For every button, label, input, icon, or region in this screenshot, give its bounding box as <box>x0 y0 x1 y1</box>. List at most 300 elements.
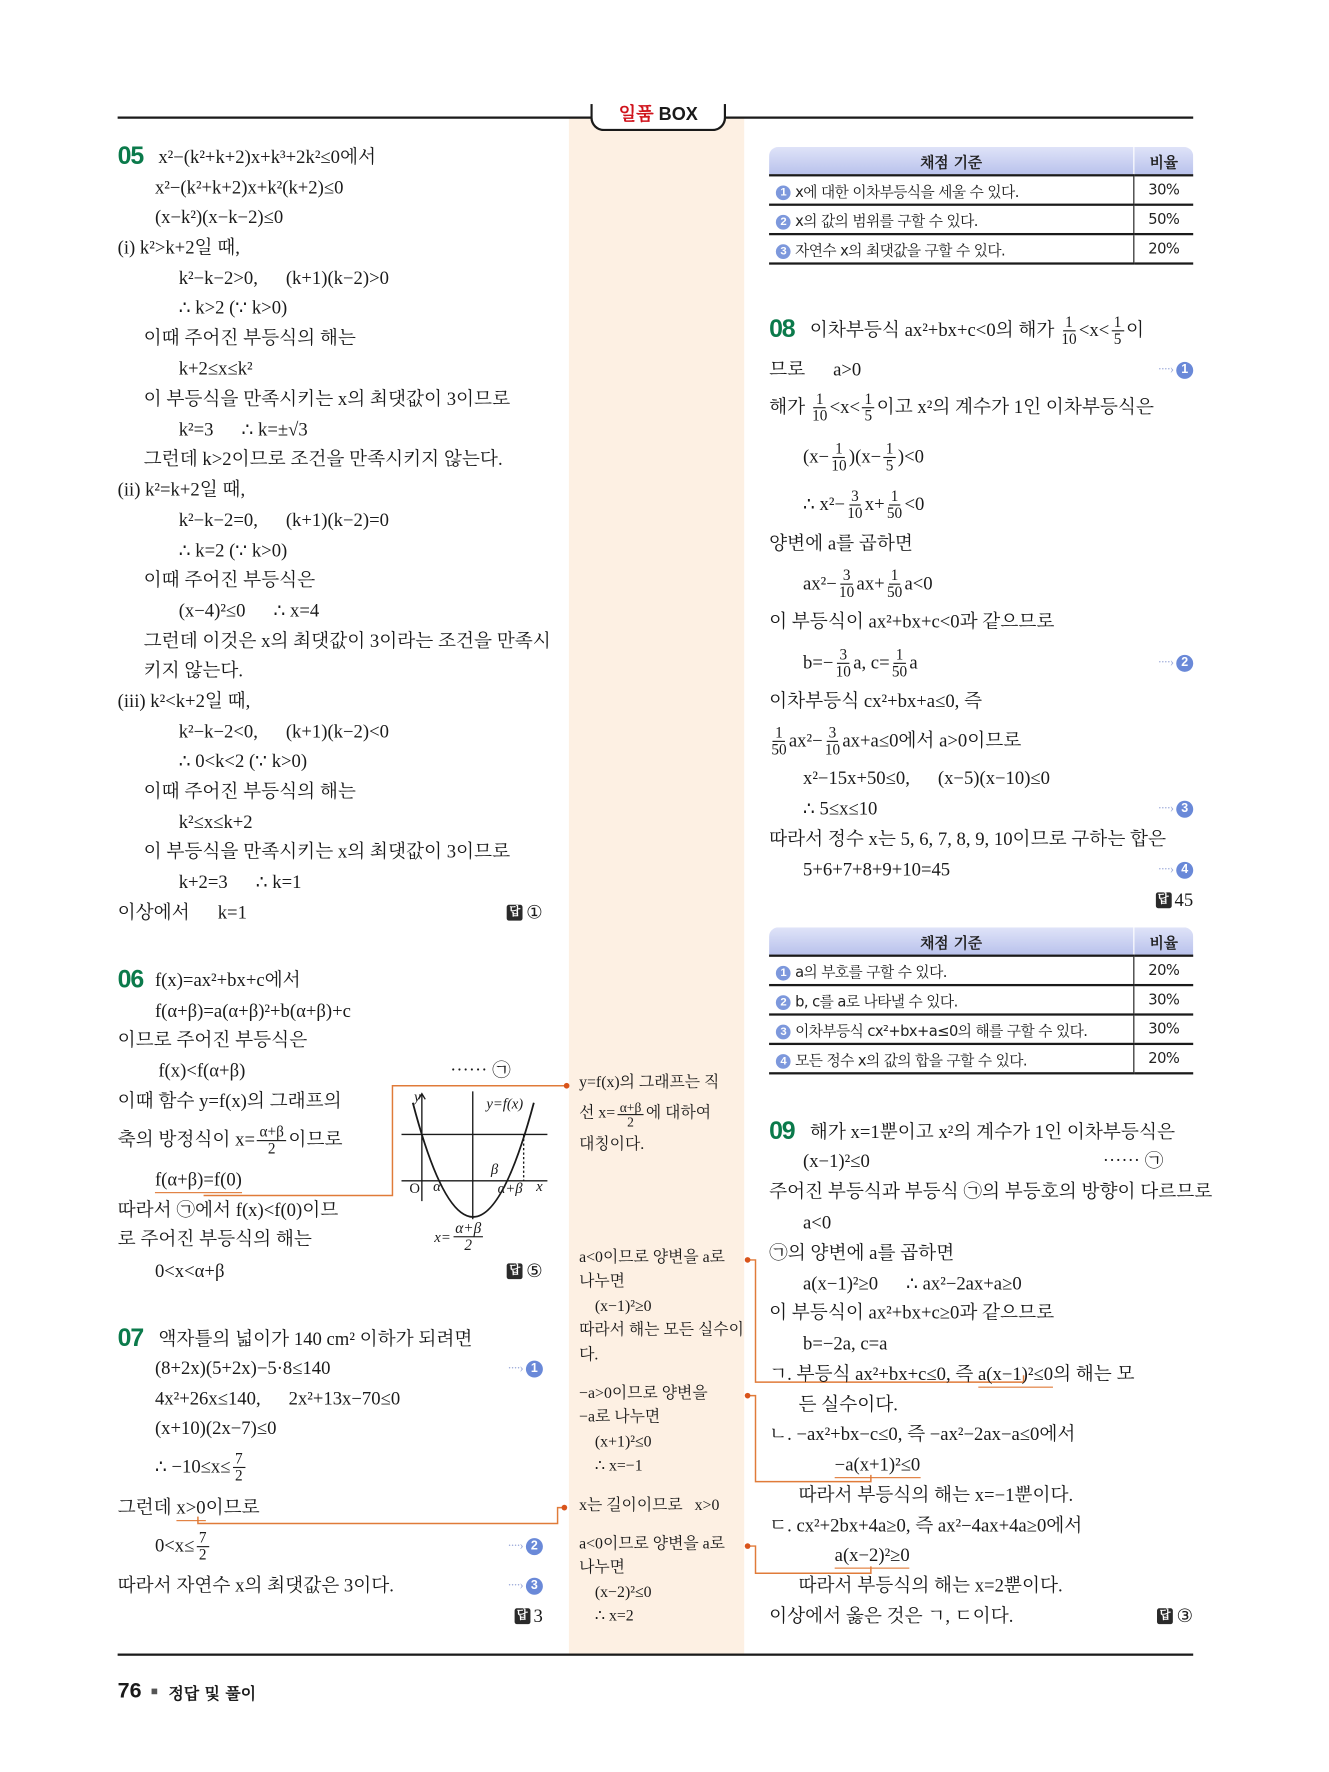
solution-line <box>179 538 288 563</box>
denominator: 5 <box>1113 329 1122 347</box>
table-header-criteria: 채점 기준 <box>769 147 1134 175</box>
solution-line <box>118 1089 342 1114</box>
text-segment: 따라서 ㉠에서 f(x)<f(0)이므 <box>117 1198 339 1221</box>
text-segment: 양변에 a를 곱하면 <box>769 532 913 555</box>
denominator: 2 <box>627 1113 634 1130</box>
step-marker <box>507 1356 542 1381</box>
text-segment: 의 해는 모 <box>1053 1362 1135 1385</box>
solution-line <box>769 1604 1013 1629</box>
box-label-red: 일품 <box>618 105 654 125</box>
solution-line <box>118 1495 260 1520</box>
connector-dot <box>562 1505 568 1511</box>
text-segment: 따라서 정수 x는 5, 6, 7, 8, 9, 10이므로 구하는 합은 <box>769 827 1167 850</box>
ilpum-box-tab <box>590 104 726 131</box>
problem-number-08: 08 <box>769 314 795 343</box>
text-segment: (iii) k²<k+2일 때, <box>117 689 251 712</box>
text-segment: )(x− <box>848 445 882 468</box>
box-label: BOX <box>658 105 698 125</box>
solution-line <box>118 900 247 925</box>
step-marker <box>507 1573 542 1598</box>
text-segment: f(x)<f(α+β) <box>158 1059 246 1082</box>
fraction <box>839 567 854 600</box>
answer-value: 3 <box>533 1604 543 1627</box>
numerator: 1 <box>889 567 901 584</box>
ratio: 30% <box>1134 1015 1193 1044</box>
side-note-line <box>579 1319 744 1344</box>
solution-line <box>144 447 503 472</box>
text-segment: 이 <box>1125 318 1144 341</box>
side-note-line <box>595 1581 652 1606</box>
text-segment: 이고 x²의 계수가 1인 이차부등식은 <box>876 395 1154 418</box>
text-segment: <x< <box>829 395 861 418</box>
step-marker <box>507 1534 542 1559</box>
graph-label-x: x <box>536 1177 543 1195</box>
denominator: 10 <box>831 456 847 474</box>
solution-line <box>769 357 861 382</box>
side-note-line <box>579 1406 660 1431</box>
text-segment: (x−1)²≤0 <box>803 1150 870 1172</box>
fraction <box>812 391 827 424</box>
solution-line <box>144 658 243 683</box>
graph-label-axis <box>434 1220 485 1253</box>
text-segment: 이 부등식을 만족시키는 x의 최댓값이 3이므로 <box>143 840 511 862</box>
denominator: 2 <box>267 1139 276 1157</box>
underlined-expression: −a(x+1)²≤0 <box>835 1452 921 1478</box>
graph-label-alpha-beta: α+β <box>497 1179 523 1197</box>
solution-line <box>158 145 376 170</box>
text-segment: 에 대하여 <box>645 1104 712 1122</box>
text-segment: k²−k−2<0, (k+1)(k−2)<0 <box>178 720 389 742</box>
solution-line <box>118 1227 312 1252</box>
bullet-icon <box>152 1689 158 1695</box>
underlined-expression: x>0 <box>176 1495 205 1521</box>
underlined-expression: a(x−2)²≥0 <box>835 1542 910 1568</box>
fraction <box>233 1451 245 1484</box>
ratio: 30% <box>1134 175 1193 204</box>
bottom-rule <box>118 1654 1194 1656</box>
table-row <box>769 985 1193 1014</box>
text-segment: (ii) k²=k+2일 때, <box>117 478 246 500</box>
text-segment: 해가 x=1뿐이고 x²의 계수가 1인 이차부등식은 <box>809 1120 1176 1143</box>
problem-number-09: 09 <box>769 1116 795 1145</box>
text-segment: 따라서 해는 모든 실수이 <box>579 1322 744 1340</box>
side-note-line <box>579 1382 708 1407</box>
text-segment: <0 <box>904 493 925 515</box>
text-segment: 따라서 자연수 x의 최댓값은 3이다. <box>117 1574 394 1596</box>
text-segment: y=f(x)의 그래프는 직 <box>579 1074 720 1092</box>
solution-line <box>118 235 240 260</box>
step-badge-icon: 1 <box>1176 361 1193 378</box>
fraction <box>892 646 907 679</box>
text-segment: 이상에서 k=1 <box>117 901 247 923</box>
solution-line <box>769 389 1154 424</box>
solution-line <box>769 723 1022 758</box>
solution-line <box>144 779 356 804</box>
side-note-line <box>579 1533 725 1558</box>
text-segment: )<0 <box>897 445 924 468</box>
solution-line <box>803 1271 1022 1296</box>
step-badge-icon: 3 <box>526 1577 543 1594</box>
numerator: α+β <box>257 1124 286 1141</box>
text-segment: 이차부등식 ax²+bx+c<0의 해가 <box>809 318 1060 341</box>
text-segment: 나누면 <box>579 1273 625 1291</box>
dotted-arrow-icon: ····› <box>507 1361 523 1376</box>
text-segment: ∴ k>2 (∵ k>0) <box>178 296 288 318</box>
solution-line <box>155 1416 276 1441</box>
text-segment: −a로 나누면 <box>579 1409 661 1427</box>
connector-dot <box>745 1257 751 1263</box>
text-segment: 5+6+7+8+9+10=45 <box>803 858 951 880</box>
step-badge-icon: 3 <box>776 244 791 259</box>
solution-line <box>179 295 288 320</box>
step-marker <box>1158 650 1193 675</box>
numerator: 7 <box>197 1530 209 1547</box>
solution-line <box>155 175 343 200</box>
text-segment: 든 실수이다. <box>798 1393 898 1415</box>
ratio: 20% <box>1134 234 1193 263</box>
underlined-expression: a(x−1)²≤0 <box>978 1361 1053 1387</box>
numerator: 3 <box>841 567 853 584</box>
fraction <box>257 1124 286 1157</box>
text-segment: (x−1)²≥0 <box>594 1298 652 1316</box>
grading-table-07 <box>769 147 1193 265</box>
dotted-arrow-icon: ····› <box>507 1578 523 1593</box>
denominator: 10 <box>812 406 828 424</box>
solution-line <box>798 1483 1073 1508</box>
solution-line <box>155 968 301 993</box>
table-row <box>769 234 1193 263</box>
step-badge-icon: 2 <box>776 214 791 229</box>
dotted-arrow-icon: ····› <box>1157 363 1173 377</box>
side-note-line <box>579 1246 725 1271</box>
solution-line <box>803 1331 887 1356</box>
side-note-line <box>595 1454 643 1479</box>
solution-line <box>769 1513 1082 1538</box>
text-segment: 액자틀의 넓이가 140 cm² 이하가 되려면 <box>158 1327 473 1350</box>
solution-line <box>810 1120 1175 1145</box>
solution-line <box>118 477 245 502</box>
text-segment: (x− <box>803 445 830 468</box>
numerator: 1 <box>1112 314 1124 331</box>
denominator: 2 <box>198 1545 207 1563</box>
side-note-line <box>579 1098 712 1130</box>
ratio: 50% <box>1134 205 1193 234</box>
text-segment: a <box>909 651 918 673</box>
problem-number-07: 07 <box>117 1323 144 1352</box>
ratio: 20% <box>1134 956 1193 985</box>
side-note-line <box>595 1295 652 1320</box>
answer-icon: 답 <box>507 1263 523 1279</box>
text-segment: (x+10)(2x−7)≤0 <box>154 1417 277 1439</box>
step-badge-icon: 3 <box>776 1024 791 1039</box>
text-segment: k²−k−2>0, (k+1)(k−2)>0 <box>178 266 389 289</box>
equation-label-marker: ⋯⋯ ㉠ <box>450 1059 511 1082</box>
text-segment: ㉠의 양변에 a를 곱하면 <box>769 1241 955 1264</box>
solution-line <box>803 1149 870 1174</box>
text-segment: 그런데 <box>117 1496 177 1518</box>
solution-line <box>803 1210 831 1235</box>
text-segment: 이때 주어진 부등식은 <box>143 568 316 591</box>
numerator: 3 <box>849 488 861 505</box>
text-segment: a(x−1)²≥0 ∴ ax²−2ax+a≥0 <box>803 1272 1022 1294</box>
text-segment: a<0이므로 양변을 a로 <box>579 1249 725 1267</box>
numerator: 7 <box>233 1451 245 1468</box>
graph-label-y: y <box>413 1088 421 1105</box>
text-segment: ax+ <box>856 572 885 594</box>
solution-line <box>803 796 877 821</box>
fraction <box>825 724 840 757</box>
solution-line <box>769 610 1054 635</box>
table-header-criteria: 채점 기준 <box>769 927 1134 955</box>
numerator: 1 <box>773 724 785 741</box>
numerator: 1 <box>888 488 900 505</box>
side-note-line <box>595 1605 634 1630</box>
table-row <box>769 1044 1193 1073</box>
text-segment: 그런데 이것은 x의 최댓값이 3이라는 조건을 만족시 <box>143 629 551 652</box>
answer-icon: 답 <box>1157 1608 1173 1624</box>
numerator: 3 <box>837 646 849 663</box>
step-badge-icon: 1 <box>526 1360 543 1377</box>
denominator: 10 <box>835 662 851 680</box>
answer-icon: 답 <box>514 1608 530 1624</box>
answer-icon: 답 <box>507 905 523 921</box>
text-segment: ∴ x²− <box>803 493 845 515</box>
graph-label-curve: y=f(x) <box>486 1094 524 1112</box>
text-segment: 나누면 <box>579 1559 625 1577</box>
solution-line <box>798 1573 1062 1598</box>
text-segment: 해가 <box>769 395 810 418</box>
fraction <box>862 391 874 424</box>
fraction <box>887 488 902 521</box>
side-note-line <box>595 1431 652 1456</box>
text-segment: ∴ k=2 (∵ k>0) <box>178 539 288 561</box>
solution-line <box>769 1362 1134 1387</box>
text-segment: 4x²+26x≤140, 2x²+13x−70≤0 <box>154 1387 401 1410</box>
answer-marker <box>1157 1604 1193 1629</box>
solution-line <box>155 205 283 230</box>
text-segment: ∴ 0<k<2 (∵ k>0) <box>178 749 308 772</box>
text-segment: (x−k²)(x−k−2)≤0 <box>154 205 284 228</box>
solution-line <box>798 1392 897 1417</box>
criteria-text: a의 부호를 구할 수 있다. <box>795 964 947 982</box>
grading-table-08 <box>769 927 1193 1074</box>
solution-line <box>179 417 308 442</box>
solution-line <box>155 1356 331 1381</box>
solution-line <box>769 827 1166 852</box>
denominator: 50 <box>886 583 903 600</box>
text-segment: a<0 <box>904 572 933 594</box>
step-marker <box>1158 857 1193 882</box>
text-segment: k+2≤x≤k² <box>178 357 253 379</box>
ratio: 20% <box>1134 1044 1193 1073</box>
solution-line <box>835 1452 921 1477</box>
solution-line <box>155 999 351 1024</box>
solution-line <box>144 387 510 412</box>
step-badge-icon: 2 <box>776 995 791 1010</box>
solution-line <box>835 1543 910 1568</box>
denominator: 5 <box>885 456 894 474</box>
solution-line <box>803 566 933 600</box>
fraction <box>831 441 846 474</box>
text-segment: f(x)=ax²+bx+c에서 <box>154 969 301 991</box>
table-header-ratio: 비율 <box>1134 927 1193 955</box>
solution-line <box>117 1122 343 1157</box>
solution-line <box>144 839 510 864</box>
fraction <box>883 441 895 474</box>
solution-line <box>769 689 982 714</box>
text-segment: ax²− <box>788 729 823 751</box>
numerator: α+β <box>453 1220 483 1237</box>
text-segment: 따라서 부등식의 해는 x=−1뿐이다. <box>798 1483 1074 1506</box>
solution-line <box>158 1327 472 1352</box>
solution-line <box>144 568 316 593</box>
text-segment: 주어진 부등식과 부등식 ㉠의 부등호의 방향이 다르므로 <box>769 1180 1213 1203</box>
side-note-line <box>579 1071 719 1096</box>
table-row <box>769 956 1193 985</box>
solution-line <box>803 857 950 882</box>
fraction <box>836 646 851 679</box>
text-segment: 이때 주어진 부등식의 해는 <box>143 780 356 802</box>
table-header-ratio: 비율 <box>1134 147 1193 175</box>
text-segment: k²−k−2=0, (k+1)(k−2)=0 <box>178 508 389 531</box>
text-segment: ㄷ. cx²+2bx+4a≥0, 즉 ax²−4ax+4a≥0에서 <box>769 1514 1083 1536</box>
problem-number-05: 05 <box>117 141 144 170</box>
dotted-arrow-icon: ····› <box>1157 801 1173 816</box>
text-segment: x+ <box>864 493 885 515</box>
table-row <box>769 1015 1193 1044</box>
numerator: 1 <box>814 391 826 408</box>
solution-line <box>155 1167 242 1192</box>
solution-line <box>179 870 302 895</box>
numerator: 1 <box>1063 314 1075 331</box>
text-segment: (i) k²>k+2일 때, <box>117 236 240 258</box>
denominator: 10 <box>847 503 863 521</box>
text-segment: (x−2)²≤0 <box>594 1584 652 1602</box>
solution-line <box>179 266 389 291</box>
solution-line <box>179 356 253 381</box>
parabola-curve <box>413 1103 534 1217</box>
text-segment: ax²− <box>803 572 837 594</box>
solution-line <box>118 689 251 714</box>
solution-line <box>179 749 307 774</box>
step-badge-icon: 4 <box>1176 861 1193 878</box>
text-segment: 이 부등식이 ax²+bx+c≥0과 같으므로 <box>769 1301 1055 1324</box>
text-segment: ∴ −10≤x≤ <box>154 1455 231 1478</box>
numerator: 1 <box>862 391 874 408</box>
text-segment: (8+2x)(5+2x)−5·8≤140 <box>154 1357 331 1379</box>
text-segment: f(α+β)=a(α+β)²+b(α+β)+c <box>154 999 351 1022</box>
text-segment: b=− <box>803 651 834 673</box>
step-marker <box>1158 796 1193 821</box>
text-segment: ㄱ. 부등식 ax²+bx+c≤0, 즉 <box>769 1362 978 1385</box>
denominator: 50 <box>886 503 903 521</box>
step-badge-icon: 4 <box>776 1054 791 1069</box>
dotted-arrow-icon: ····› <box>507 1539 523 1553</box>
solution-line <box>154 1528 211 1563</box>
text-segment: 선 x= <box>579 1104 616 1122</box>
solution-line <box>803 645 918 680</box>
solution-line <box>118 1028 308 1053</box>
text-segment: a<0 <box>803 1211 832 1233</box>
problem-number-06: 06 <box>117 964 144 994</box>
ratio: 30% <box>1134 985 1193 1014</box>
denominator: 5 <box>864 406 873 424</box>
text-segment: k²≤x≤k+2 <box>178 810 253 833</box>
solution-line <box>769 1301 1054 1326</box>
criteria-text: 자연수 x의 최댓값을 구할 수 있다. <box>795 242 1006 260</box>
text-segment: ∴ x=2 <box>594 1608 634 1626</box>
denominator: 2 <box>464 1236 473 1254</box>
answer-value: ⑤ <box>526 1259 543 1282</box>
connector-dot <box>745 1393 751 1399</box>
dotted-arrow-icon: ····› <box>1157 862 1173 877</box>
text-segment: k²=3 ∴ k=±√3 <box>178 418 308 440</box>
denominator: 10 <box>824 740 841 758</box>
answer-value: ③ <box>1176 1604 1194 1627</box>
denominator: 10 <box>1061 329 1077 347</box>
text-segment: 축의 방정식이 x= <box>117 1128 255 1151</box>
text-segment: 이 부등식을 만족시키는 x의 최댓값이 3이므로 <box>143 387 511 410</box>
solution-line <box>179 719 389 744</box>
criteria-text: b, c를 a로 나타낼 수 있다. <box>795 993 958 1011</box>
text-segment: 이므로 <box>205 1496 260 1518</box>
text-segment: x²−(k²+k+2)x+k²(k+2)≤0 <box>154 176 344 198</box>
solution-line <box>154 1449 247 1484</box>
solution-line <box>118 1573 394 1598</box>
text-segment: ㄴ. −ax²+bx−c≤0, 즉 −ax²−2ax−a≤0에서 <box>769 1422 1076 1445</box>
text-segment: 이때 주어진 부등식의 해는 <box>143 326 356 349</box>
text-segment: 대칭이다. <box>579 1136 645 1154</box>
text-segment: x는 길이이므로 x>0 <box>579 1497 720 1515</box>
text-segment: 다. <box>579 1347 599 1364</box>
solution-line <box>155 1259 225 1284</box>
solution-line <box>803 486 925 521</box>
fraction <box>847 488 862 521</box>
answer-marker <box>507 900 543 925</box>
text-segment: 이므로 주어진 부등식은 <box>117 1029 308 1051</box>
text-segment: a<0이므로 양변을 a로 <box>579 1535 725 1553</box>
criteria-text: x에 대한 이차부등식을 세울 수 있다. <box>795 183 1019 201</box>
solution-line <box>158 1059 245 1084</box>
answer-marker <box>507 1259 543 1284</box>
step-badge-icon: 1 <box>776 185 791 200</box>
criteria-text: 이차부등식 cx²+bx+a≤0의 해를 구할 수 있다. <box>795 1022 1088 1040</box>
text-segment: 이상에서 옳은 것은 ㄱ, ㄷ이다. <box>769 1604 1014 1627</box>
fraction <box>1112 314 1124 347</box>
denominator: 50 <box>891 662 908 680</box>
text-segment: 0<x<α+β <box>154 1259 225 1282</box>
footer-title: 정답 및 풀이 <box>168 1685 257 1704</box>
fraction <box>453 1220 483 1253</box>
text-segment: 이 부등식이 ax²+bx+c<0과 같으므로 <box>769 610 1055 633</box>
text-segment: x²−15x+50≤0, (x−5)(x−10)≤0 <box>803 766 1051 789</box>
text-segment: <x< <box>1078 318 1110 341</box>
criteria-text: x의 값의 범위를 구할 수 있다. <box>795 213 978 231</box>
text-segment: k+2=3 ∴ k=1 <box>178 870 302 893</box>
solution-line <box>803 766 1050 791</box>
denominator: 50 <box>771 740 787 758</box>
text-segment: 키지 않는다. <box>143 659 244 681</box>
text-segment: 이므로 <box>288 1128 343 1151</box>
graph-label-origin: O <box>409 1179 421 1197</box>
solution-line <box>809 312 1144 347</box>
answer-icon: 답 <box>1155 892 1171 908</box>
text-segment: ax+a≤0에서 a>0이므로 <box>842 729 1022 751</box>
text-segment: b=−2a, c=a <box>803 1332 888 1354</box>
text-segment: a, c= <box>853 651 890 673</box>
text-segment: 따라서 부등식의 해는 x=2뿐이다. <box>798 1574 1063 1596</box>
page-number: 76 <box>117 1679 142 1704</box>
